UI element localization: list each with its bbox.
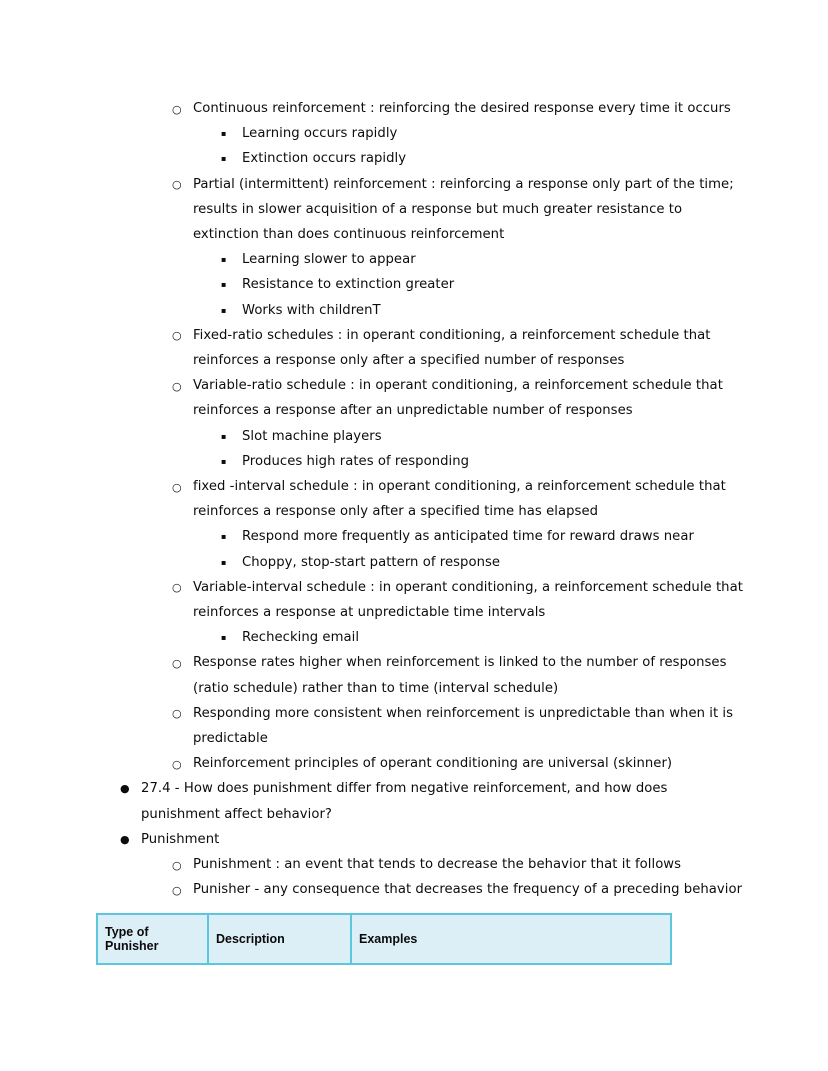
list-item-text: Extinction occurs rapidly — [242, 151, 407, 167]
list-item-text: Works with childrenT — [242, 302, 381, 318]
list-item — [172, 650, 749, 700]
bullet-level1-icon: ● — [120, 782, 130, 796]
list-item-text: Resistance to extinction greater — [242, 277, 455, 293]
list-item — [172, 575, 749, 625]
bullet-level3-icon: ▪ — [221, 154, 227, 164]
list-item — [221, 272, 752, 297]
bullet-level3-icon: ▪ — [221, 255, 227, 265]
list-item-text: Punishment : an event that tends to decrease the behavior that it follows — [193, 857, 682, 873]
list-item-text: Choppy, stop-start pattern of response — [242, 554, 501, 570]
list-item — [120, 776, 741, 826]
bullet-level3-icon: ▪ — [221, 557, 227, 567]
bullet-level2-icon: ○ — [172, 178, 182, 192]
list-item — [221, 424, 752, 449]
bullet-level3-icon: ▪ — [221, 280, 227, 290]
list-item-text: 27.4 - How does punishment differ from negative reinforcement, and how does punishment affect behavior? — [141, 781, 668, 822]
list-item-text: Produces high rates of responding — [242, 453, 470, 469]
list-item — [221, 449, 752, 474]
list-item-text: Response rates higher when reinforcement is linked to the number of responses (ratio schedule) rather than to time (interval schedule) — [193, 655, 727, 696]
list-item — [172, 373, 749, 423]
list-item-text: Partial (intermittent) reinforcement : reinforcing a response only part of the time; results in slower acquisition of a response but much greater resistance to extinction than does continuous reinforcement — [193, 176, 734, 243]
bullet-level2-icon: ○ — [172, 883, 182, 897]
list-item — [172, 172, 749, 248]
list-item — [172, 474, 749, 524]
list-item — [221, 524, 752, 549]
list-item-text: Variable-interval schedule : in operant conditioning, a reinforcement schedule that reinforces a response at unpredictable time intervals — [193, 579, 743, 621]
bullet-level2-icon: ○ — [172, 329, 182, 343]
bullet-level3-icon: ▪ — [221, 431, 227, 441]
bullet-level2-icon: ○ — [172, 102, 182, 116]
list-item — [172, 323, 749, 373]
list-item — [221, 625, 752, 650]
list-item-text: Punisher - any consequence that decreases the frequency of a preceding behavior — [193, 882, 743, 898]
bullet-level3-icon: ▪ — [221, 456, 227, 466]
bullet-level3-icon: ▪ — [221, 633, 227, 643]
bullet-level2-icon: ○ — [172, 656, 182, 670]
bullet-level2-icon: ○ — [172, 707, 182, 721]
list-item — [221, 121, 752, 146]
table-header-row — [97, 914, 671, 964]
list-item — [172, 852, 749, 877]
list-item-text: Slot machine players — [242, 428, 382, 444]
list-item-text: Respond more frequently as anticipated time for reward draws near — [242, 529, 694, 545]
bullet-level2-icon: ○ — [172, 757, 182, 771]
list-item — [221, 550, 752, 575]
table-header-description: Description — [208, 914, 351, 964]
list-item — [172, 701, 749, 751]
list-item — [172, 877, 749, 902]
list-item-text: Responding more consistent when reinforcement is unpredictable than when it is predictable — [193, 705, 734, 747]
list-item-text: Punishment — [141, 831, 220, 847]
bullet-level3-icon: ▪ — [221, 532, 227, 542]
table-header-examples: Examples — [351, 914, 671, 964]
list-item-text: Learning slower to appear — [242, 252, 416, 268]
bullet-level2-icon: ○ — [172, 858, 182, 872]
list-item — [120, 827, 741, 852]
list-item-text: Variable-ratio schedule : in operant conditioning, a reinforcement schedule that reinforces a response after an unpredictable number of responses — [193, 378, 723, 419]
list-item — [221, 247, 752, 272]
bullet-level2-icon: ○ — [172, 581, 182, 595]
table-header-type-of-punisher: Type of Punisher — [97, 914, 208, 964]
list-item-text: Learning occurs rapidly — [242, 126, 398, 142]
list-item-text: Continuous reinforcement : reinforcing the desired response every time it occurs — [193, 101, 731, 116]
list-item — [221, 298, 752, 323]
list-item — [221, 146, 752, 171]
list-item-text: Fixed-ratio schedules : in operant conditioning, a reinforcement schedule that reinforces a response only after a specified number of responses — [193, 327, 711, 369]
punisher-table[interactable] — [96, 913, 672, 965]
list-item — [172, 96, 749, 121]
bullet-level3-icon: ▪ — [221, 305, 227, 315]
bullet-level2-icon: ○ — [172, 480, 182, 494]
bullet-level3-icon: ▪ — [221, 129, 227, 139]
punisher-table-head — [97, 914, 671, 964]
notes-outline — [0, 96, 828, 903]
list-item — [172, 751, 749, 776]
bullet-level2-icon: ○ — [172, 379, 182, 393]
bullet-level1-icon: ● — [120, 832, 130, 846]
list-item-text: fixed -interval schedule : in operant conditioning, a reinforcement schedule that reinforces a response only after a specified time has elapsed — [193, 479, 726, 520]
punisher-table-wrapper — [96, 913, 828, 965]
list-item-text: Reinforcement principles of operant conditioning are universal (skinner) — [193, 756, 673, 772]
list-item-text: Rechecking email — [242, 630, 360, 646]
